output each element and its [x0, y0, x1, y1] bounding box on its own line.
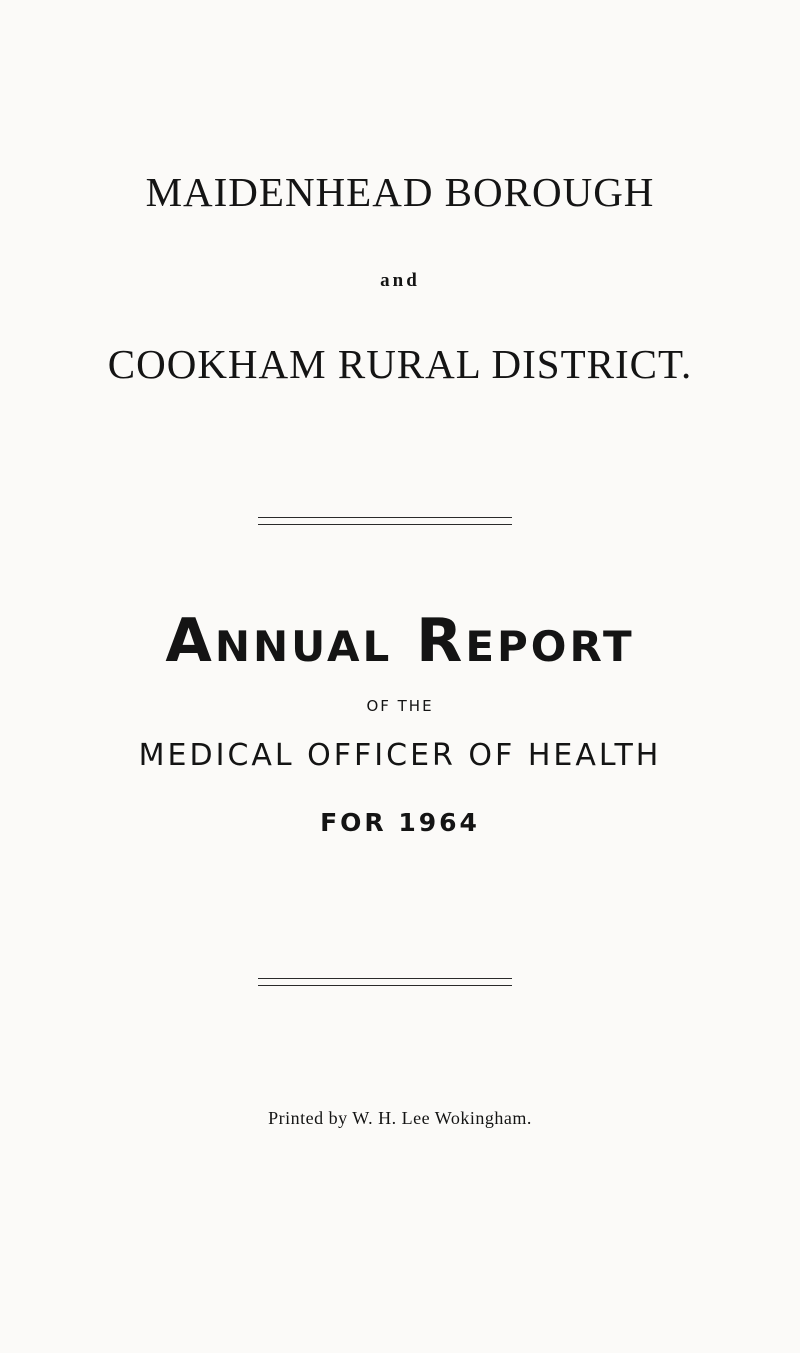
bottom-double-rule [258, 978, 512, 986]
top-double-rule [258, 517, 512, 525]
conjunction-text: and [380, 270, 420, 291]
of-the-text: OF THE [366, 697, 434, 715]
report-title: Annual Report [165, 606, 635, 676]
district-title: COOKHAM RURAL DISTRICT. [107, 341, 693, 387]
borough-title: MAIDENHEAD BOROUGH [145, 169, 655, 215]
officer-title: MEDICAL OFFICER OF HEALTH [138, 738, 662, 773]
printer-credit: Printed by W. H. Lee Wokingham. [268, 1108, 532, 1128]
report-year: FOR 1964 [320, 808, 480, 837]
